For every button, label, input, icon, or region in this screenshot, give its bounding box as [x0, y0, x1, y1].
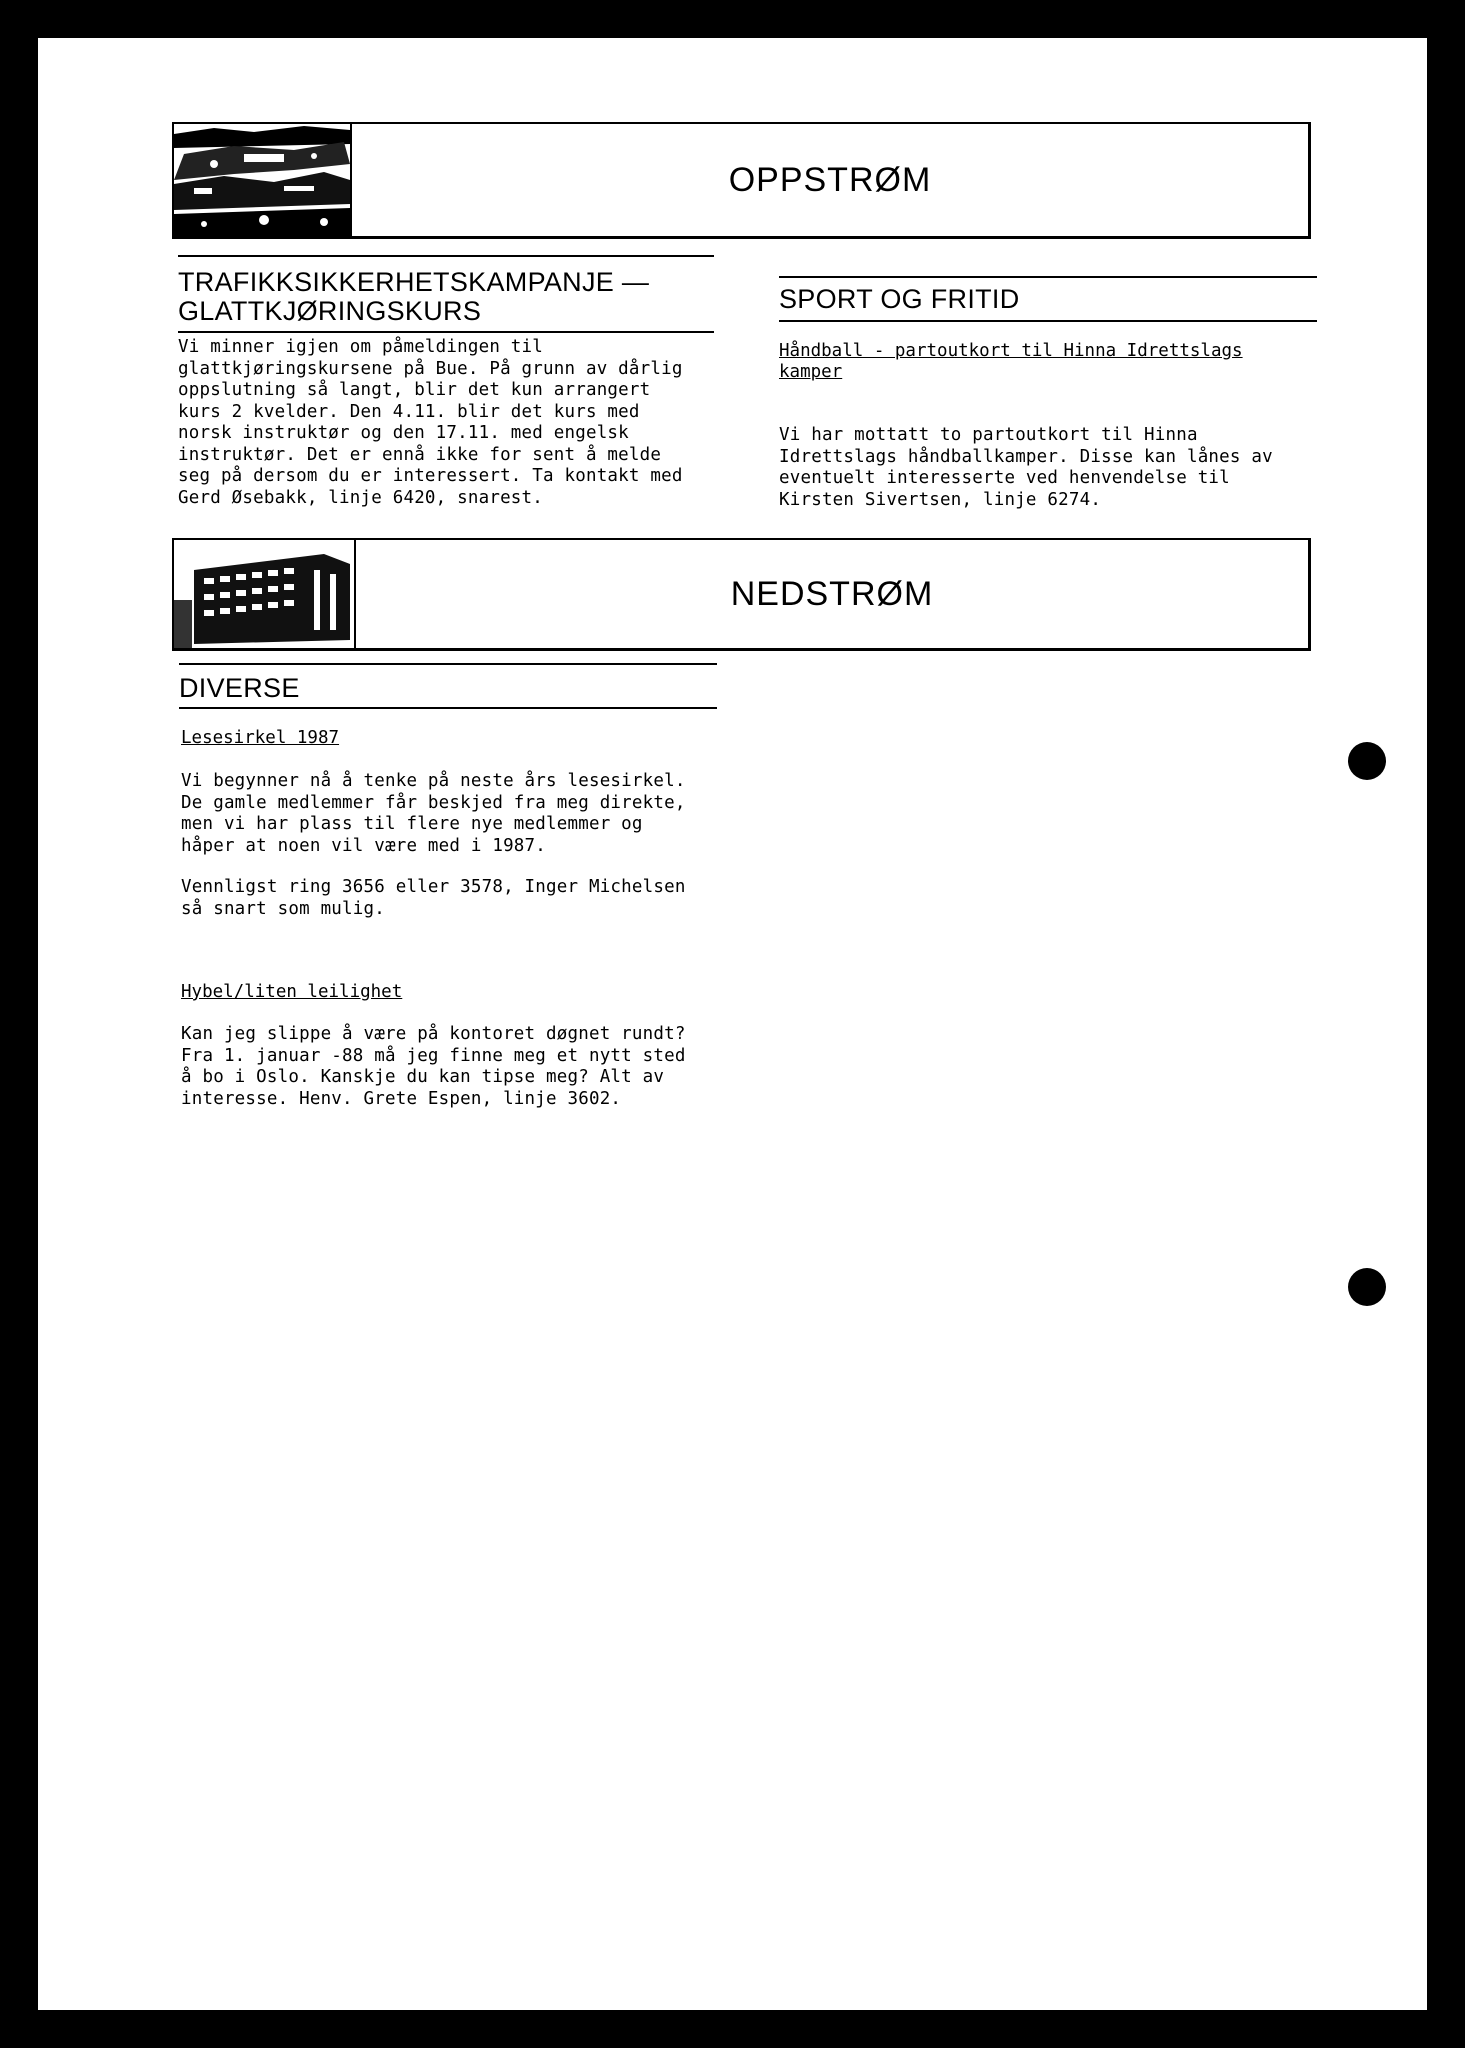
divider — [178, 255, 714, 257]
landscape-illustration — [174, 124, 352, 236]
item-body: Kan jeg slippe å være på kontoret døgnet rundt? Fra 1. januar -88 må jeg finne meg et nytt sted å bo i Oslo. Kanskje du kan tipse meg? Alt av interesse. Henv. Grete Espen, linje 3602. — [181, 1024, 686, 1109]
item-contact: Vennligst ring 3656 eller 3578, Inger Michelsen så snart som mulig. — [181, 877, 686, 919]
divider — [779, 276, 1317, 278]
item-body: Vi begynner nå å tenke på neste års lesesirkel. De gamle medlemmer får beskjed fra meg direkte, men vi har plass til flere nye medlemmer og håper at noen vil være med i 1987. — [181, 771, 686, 856]
article-heading: SPORT OG FRITID — [779, 284, 1020, 314]
banner-oppstrom — [172, 122, 1311, 239]
banner-title: OPPSTRØM — [728, 160, 932, 199]
article-heading-line1: TRAFIKKSIKKERHETSKAMPANJE — — [178, 267, 650, 297]
item-title: Hybel/liten leilighet — [181, 982, 403, 1002]
article-body: Vi har mottatt to partoutkort til Hinna Idrettslags håndballkamper. Disse kan lånes av eventuelt interesserte ved henvendelse til Kirsten Sivertsen, linje 6274. — [779, 425, 1273, 510]
article-subheading-line1: Håndball - partoutkort til Hinna Idrettslags — [779, 341, 1243, 361]
punch-hole-bottom — [1348, 1268, 1386, 1306]
banner-title: NEDSTRØM — [730, 574, 934, 613]
building-illustration — [174, 540, 356, 648]
article-subheading-line2: kamper — [779, 362, 843, 382]
article-heading: DIVERSE — [179, 673, 300, 703]
article-heading-line2: GLATTKJØRINGSKURS — [178, 296, 482, 326]
punch-hole-top — [1348, 742, 1386, 780]
article-body: Vi minner igjen om påmeldingen til glattkjøringskursene på Bue. På grunn av dårlig oppslutning så langt, blir det kun arrangert kurs 2 kvelder. Den 4.11. blir det kurs med norsk instruktør og den 17.11. med engelsk instruktør. Det er ennå ikke for sent å melde seg på dersom du er interessert. Ta kontakt med Gerd Øsebakk, linje 6420, snarest. — [178, 337, 683, 508]
banner-nedstrom — [172, 538, 1311, 651]
divider — [178, 331, 714, 333]
item-title: Lesesirkel 1987 — [181, 728, 340, 748]
divider — [179, 663, 717, 665]
divider — [179, 707, 717, 709]
divider — [779, 320, 1317, 322]
